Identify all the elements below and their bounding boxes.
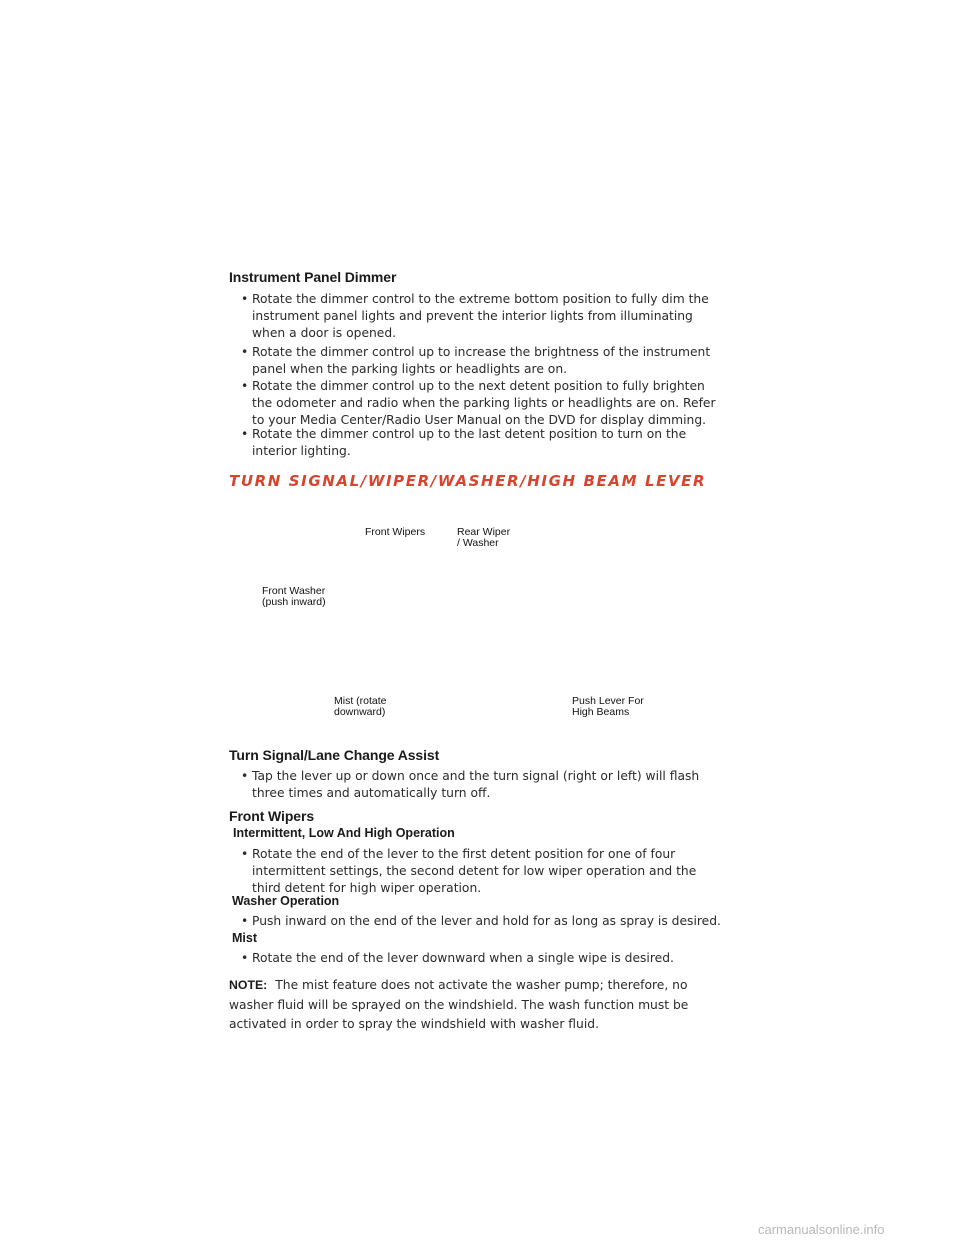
note-label: NOTE: [229,978,268,992]
lever-section-title: TURN SIGNAL/WIPER/WASHER/HIGH BEAM LEVER [229,472,707,490]
washer-operation-heading: Washer Operation [232,894,340,908]
mist-heading: Mist [232,931,257,945]
intermittent-heading: Intermittent, Low And High Operation [233,826,455,840]
note-paragraph [229,976,711,1035]
callout-high-beams: Push Lever For High Beams [572,695,644,718]
dimmer-bullet-4: • Rotate the dimmer control up to the last detent position to turn on the interior lighting. [241,427,687,458]
dimmer-bullet-1: • Rotate the dimmer control to the extreme bottom position to fully dim the instrument panel lights and prevent the interior lights from illuminating when a door is opened. [241,292,709,340]
turn-signal-heading: Turn Signal/Lane Change Assist [229,747,440,763]
watermark: carmanualsonline.info [758,1222,885,1237]
callout-front-wipers: Front Wipers [365,526,426,538]
callout-mist: Mist (rotate downward) [334,695,387,718]
callout-front-washer: Front Washer (push inward) [262,585,326,608]
dimmer-bullet-3: • Rotate the dimmer control up to the next detent position to fully brighten the odometer and radio when the parking lights or headlights are on. Refer to your Media Center/Radio User Manual on the DVD for display dimming. [241,379,716,427]
front-wipers-heading: Front Wipers [229,808,315,824]
instrument-panel-dimmer-heading: Instrument Panel Dimmer [229,269,397,285]
mist-bullet-1: • Rotate the end of the lever downward when a single wipe is desired. [241,951,674,965]
washer-bullet-1: • Push inward on the end of the lever and hold for as long as spray is desired. [241,914,721,928]
dimmer-bullet-2: • Rotate the dimmer control up to increase the brightness of the instrument panel when the parking lights or headlights are on. [241,345,711,376]
turn-signal-bullet-1: • Tap the lever up or down once and the turn signal (right or left) will flash three times and automatically turn off. [241,769,700,800]
note-text: The mist feature does not activate the washer pump; therefore, no washer fluid will be sprayed on the windshield. The wash function must be activated in order to spray the windshield with washer fluid. [229,978,689,1031]
intermittent-bullet-1: • Rotate the end of the lever to the first detent position for one of four intermittent settings, the second detent for low wiper operation and the third detent for high wiper operation. [241,847,697,895]
lever-diagram [229,520,709,730]
callout-rear-wiper: Rear Wiper / Washer [457,526,511,549]
